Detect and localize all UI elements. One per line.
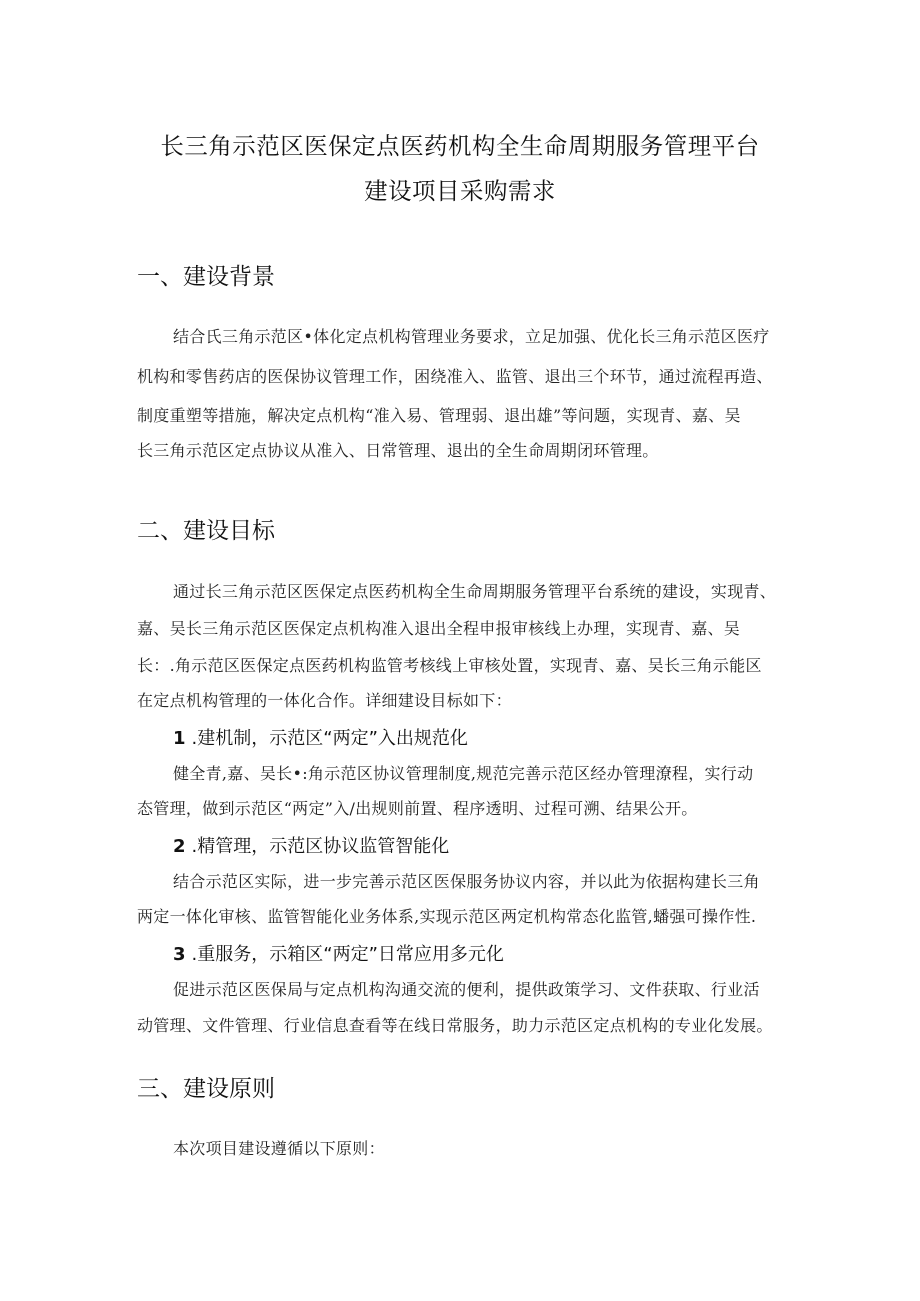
paragraph-line: 制度重塑等措施，解决定点机构“准入易、管理弱、退出雄”等问题，实现青、嘉、吴 bbox=[137, 406, 741, 425]
document-title-line-1: 长三角示范区医保定点医药机构全生命周期服务管理平台 bbox=[160, 132, 760, 160]
subsection-heading-2 bbox=[173, 832, 449, 858]
subsection-heading-1 bbox=[173, 724, 468, 750]
paragraph-line: 长：.角示范区医保定点医药机构监管考核线上审核处置，实现青、嘉、吴长三角示能区 bbox=[137, 656, 762, 675]
subsection-heading-3 bbox=[173, 940, 504, 966]
subsection-number: 2 bbox=[173, 836, 186, 857]
document-title-line-2: 建设项目采购需求 bbox=[364, 177, 556, 205]
paragraph-line: 结合氏三角示范区•体化定点机构管理业务要求，立足加强、优化长三角示范区医疗 bbox=[173, 327, 770, 346]
paragraph-line: 嘉、吴长三角示范区医保定点机构准入退出全程申报审核线上办理，实现青、嘉、吴 bbox=[137, 619, 741, 638]
section-heading-goals: 二、建设目标 bbox=[137, 518, 275, 544]
section-heading-background: 一、建设背景 bbox=[137, 264, 275, 290]
paragraph-line: 本次项目建设遵循以下原则： bbox=[173, 1139, 385, 1158]
paragraph-line: 动管理、文件管理、行业信息查看等在线日常服务，助力示范区定点机构的专业化发展。 bbox=[137, 1016, 773, 1035]
section-heading-principles: 三、建设原则 bbox=[137, 1076, 275, 1102]
paragraph-line: 机构和零售药店的医保协议管理工作，困绕准入、监管、退出三个环节，通过流程再造、 bbox=[137, 367, 773, 386]
paragraph-line: 促进示范区医保局与定点机构沟通交流的便利，提供政策学习、文件获取、行业活 bbox=[173, 980, 760, 999]
subsection-title: .精管理，示范区协议监管智能化 bbox=[191, 836, 450, 857]
paragraph-line: 结合示范区实际，进一步完善示范区医保服务协议内容，并以此为依据构建长三角 bbox=[173, 872, 760, 891]
subsection-number: 3 bbox=[173, 944, 186, 965]
paragraph-line: 健全青,嘉、吴长•:角示范区协议管理制度,规范完善示范区经办管理潦程，实行动 bbox=[173, 764, 754, 783]
subsection-number: 1 bbox=[173, 728, 186, 749]
paragraph-line: 通过长三角示范区医保定点医药机构全生命周期服务管理平台系统的建设，实现青、 bbox=[173, 582, 777, 601]
subsection-title: .重服务，示箱区“两定”日常应用多元化 bbox=[191, 944, 504, 965]
paragraph-line: 态管理，做到示范区“两定”入/出规则前置、程序透明、过程可溯、结果公开。 bbox=[137, 799, 698, 818]
paragraph-line: 在定点机构管理的一体化合作。详细建设目标如下： bbox=[137, 691, 512, 710]
paragraph-line: 两定一体化审核、监管智能化业务体系,实现示范区两定机构常态化监管,蟠强可操作性. bbox=[137, 907, 757, 926]
subsection-title: .建机制，示范区“两定”入出规范化 bbox=[191, 728, 468, 749]
paragraph-line: 长三角示范区定点协议从准入、日常管理、退出的全生命周期闭环管理。 bbox=[137, 441, 659, 460]
